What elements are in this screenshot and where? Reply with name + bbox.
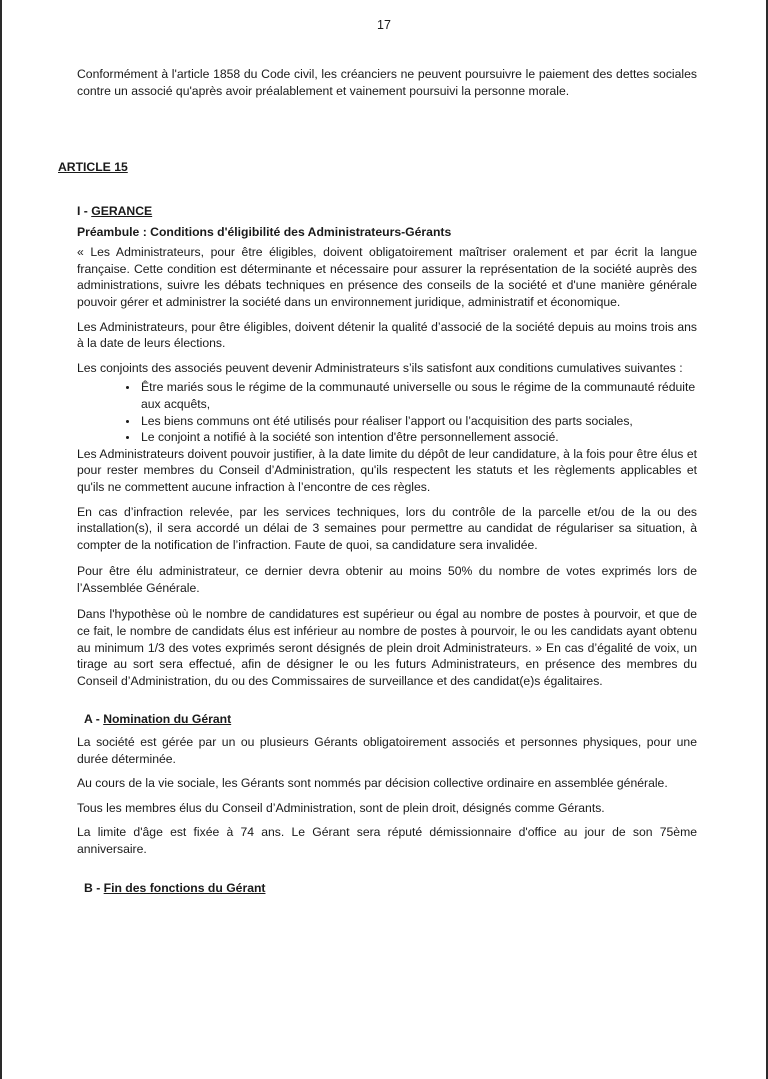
intro-block [77,66,697,99]
paragraph-eligibility-associate: Les Administrateurs, pour être éligibles, doivent détenir la qualité d’associé de la société depuis au moins trois ans à la date de leurs élections. [77,319,697,351]
list-item: • Le conjoint a notifié à la société son intention d'être personnellement associé. [139,429,697,446]
page-number: 17 [377,18,391,32]
paragraph-board-members: Tous les membres élus du Conseil d’Administration, sont de plein droit, désignés comme Gérants. [77,800,605,815]
section-i-prefix: I - [77,204,92,218]
section-b-title: Fin des fonctions du Gérant [103,880,266,895]
section-i-title: GERANCE [91,204,153,218]
paragraph-age-limit: La limite d'âge est fixée à 74 ans. Le Gérant sera réputé démissionnaire d'office au jour de son 75ème anniversaire. [77,825,697,856]
section-i-heading [77,203,697,220]
preamble-title: Préambule : Conditions d'éligibilité des Administrateurs-Gérants [77,224,452,239]
section-a-heading [77,711,697,728]
section-a-title: Nomination du Gérant [103,712,232,727]
page-left-edge [0,0,2,1079]
list-item: • Être mariés sous le régime de la communauté universelle ou sous le régime de la communauté réduite aux acquêts, [139,379,697,412]
paragraph-candidatures: Dans l'hypothèse où le nombre de candidatures est supérieur ou égal au nombre de postes à pourvoir, et que de ce fait, le nombre de candidats élus est inférieur au nombre de postes à pourvoir, le ou les candidats ayant obtenu au minimum 1/3 des votes exprimés seront désignés de plein droit Administrateurs. » En cas d’égalité de voix, un tirage au sort sera effectué, afin de désigner le ou les futurs Administrateurs, en présence des membres du Conseil d’Administration, du ou des Commissaires de surveillance et des candidat(e)s égalitaires. [77,607,697,688]
paragraph-management: La société est gérée par un ou plusieurs Gérants obligatoirement associés et personnes physiques, pour une durée déterminée. [77,735,697,766]
paragraph-justification: Les Administrateurs doivent pouvoir justifier, à la date limite du dépôt de leur candidature, à la fois pour être élus et pour rester membres du Conseil d’Administration, qu'ils respectent les statuts et les règlements applicables et qu'ils ne commettent aucune infraction à l’encontre de ces règles. [77,446,697,494]
section-gerance [77,203,697,896]
intro-paragraph: Conformément à l'article 1858 du Code civil, les créanciers ne peuvent poursuivre le paiement des dettes sociales contre un associé qu'après avoir préalablement et vainement poursuivi la personne morale. [77,67,697,98]
paragraph-appointment: Au cours de la vie sociale, les Gérants sont nommés par décision collective ordinaire en assemblée générale. [77,776,668,791]
article-title: ARTICLE 15 [58,160,128,174]
section-a-prefix: A - [84,712,104,727]
paragraph-eligibility-language: « Les Administrateurs, pour être éligibles, doivent obligatoirement maîtriser oralement et par écrit la langue française. Cette condition est déterminante et nécessaire pour assurer la représentation de la société auprès des administrations, suivre les débats techniques en présence des conseils de la société et d'une manière générale pouvoir gérer et administrer la société dans un environnement juridique, administratif et économique. [77,245,697,309]
conditions-list [77,379,697,445]
section-b-prefix: B - [84,880,104,895]
section-b-heading [77,880,697,897]
list-item: • Les biens communs ont été utilisés pour réaliser l’apport ou l’acquisition des parts sociales, [139,413,697,430]
paragraph-infraction: En cas d’infraction relevée, par les services techniques, lors du contrôle de la parcelle et/ou de la ou des installation(s), il sera accordé un délai de 3 semaines pour permettre au candidat de régulariser sa situation, à compter de la notification de l’infraction. Faute de quoi, sa candidature sera invalidée. [77,504,697,552]
paragraph-spouses: Les conjoints des associés peuvent devenir Administrateurs s’ils satisfont aux conditions cumulatives suivantes : [77,360,683,375]
paragraph-election-threshold: Pour être élu administrateur, ce dernier devra obtenir au moins 50% du nombre de votes exprimés lors de l’Assemblée Générale. [77,564,697,595]
